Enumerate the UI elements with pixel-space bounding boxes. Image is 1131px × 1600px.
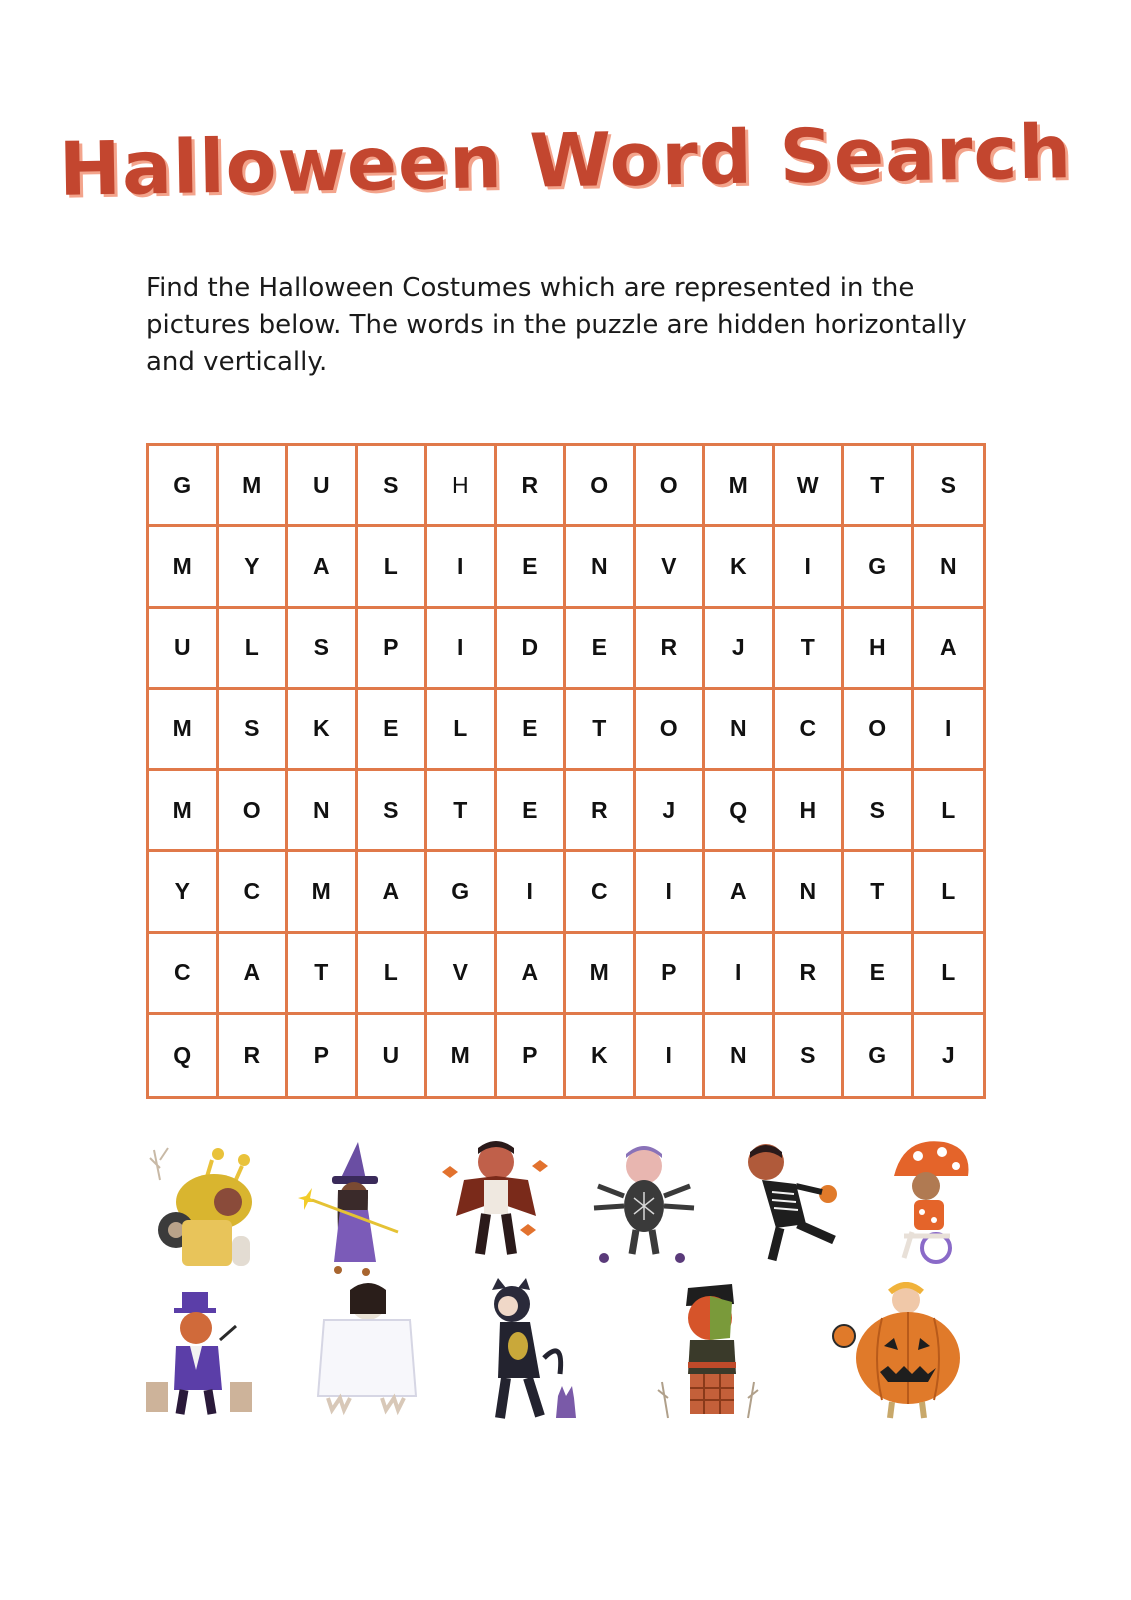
grid-cell: I [914, 690, 984, 771]
grid-cell: W [775, 446, 845, 527]
grid-cell: S [219, 690, 289, 771]
grid-cell: R [566, 771, 636, 852]
grid-cell: R [497, 446, 567, 527]
grid-cell: C [149, 934, 219, 1015]
grid-cell: I [705, 934, 775, 1015]
grid-cell: V [636, 527, 706, 608]
grid-cell: C [775, 690, 845, 771]
grid-cell: M [149, 771, 219, 852]
grid-cell: A [219, 934, 289, 1015]
grid-cell: A [705, 852, 775, 933]
grid-cell: P [636, 934, 706, 1015]
grid-cell: L [358, 934, 428, 1015]
grid-cell: A [914, 609, 984, 690]
grid-cell: E [844, 934, 914, 1015]
grid-cell: L [427, 690, 497, 771]
spider-costume-icon [584, 1136, 704, 1266]
grid-cell: D [497, 609, 567, 690]
grid-cell: T [566, 690, 636, 771]
word-search-grid [146, 443, 986, 1099]
grid-cell: I [775, 527, 845, 608]
grid-cell: G [427, 852, 497, 933]
grid-cell: Y [149, 852, 219, 933]
grid-cell: O [566, 446, 636, 527]
grid-cell: A [497, 934, 567, 1015]
page-title: Halloween Word Search [58, 109, 1073, 213]
grid-cell: A [358, 852, 428, 933]
grid-cell: J [941, 1041, 955, 1068]
grid-cell: M [705, 446, 775, 527]
grid-cell: C [566, 852, 636, 933]
grid-cell: N [288, 771, 358, 852]
grid-cell: S [288, 609, 358, 690]
grid-cell: S [914, 446, 984, 527]
witch-costume-icon [298, 1140, 408, 1280]
grid-cell: K [705, 527, 775, 608]
grid-cell: M [149, 527, 219, 608]
grid-cell: E [497, 771, 567, 852]
grid-cell: I [636, 1015, 706, 1096]
grid-cell: S [358, 771, 428, 852]
mushroom-costume-icon [884, 1136, 974, 1266]
skeleton-costume-icon [736, 1136, 846, 1266]
grid-cell: L [914, 934, 984, 1015]
grid-cell: N [566, 527, 636, 608]
grid-cell: Q [149, 1015, 219, 1096]
grid-cell: L [219, 609, 289, 690]
grid-cell: U [358, 1015, 428, 1096]
grid-cell: M [427, 1015, 497, 1096]
grid-cell: I [427, 609, 497, 690]
grid-cell: K [288, 690, 358, 771]
grid-cell: I [636, 852, 706, 933]
grid-cell: K [566, 1015, 636, 1096]
grid-cell: V [427, 934, 497, 1015]
grid-cell: T [844, 852, 914, 933]
grid-cell: L [914, 852, 984, 933]
grid-cell: H [844, 609, 914, 690]
grid-cell: S [775, 1015, 845, 1096]
ghost-costume-icon [310, 1280, 420, 1420]
grid-cell: N [914, 527, 984, 608]
grid-cell: H [775, 771, 845, 852]
grid-cell: R [775, 934, 845, 1015]
grid-cell: G [149, 446, 219, 527]
grid-cell: T [775, 609, 845, 690]
grid-cell: E [358, 690, 428, 771]
grid-cell: M [566, 934, 636, 1015]
pumpkin-costume-icon [832, 1282, 972, 1422]
grid-cell: R [636, 609, 706, 690]
grid-cell: J [636, 771, 706, 852]
grid-cell: T [844, 446, 914, 527]
grid-cell: E [566, 609, 636, 690]
grid-cell: P [497, 1015, 567, 1096]
grid-cell: A [288, 527, 358, 608]
grid-cell: C [219, 852, 289, 933]
grid-cell: O [636, 690, 706, 771]
grid-cell: O [844, 690, 914, 771]
grid-cell: J [705, 609, 775, 690]
grid-cell: O [636, 446, 706, 527]
vampire-costume-icon [440, 1136, 550, 1266]
grid-cell: L [914, 771, 984, 852]
grid-cell: M [288, 852, 358, 933]
grid-cell: T [288, 934, 358, 1015]
grid-cell: N [705, 690, 775, 771]
grid-cell: T [427, 771, 497, 852]
grid-cell: P [288, 1015, 358, 1096]
grid-cell: E [497, 527, 567, 608]
instructions: Find the Halloween Costumes which are represented in the pictures below. The words in the puzzle are hidden horizontally and vertically. [146, 273, 967, 377]
grid-cell: R [219, 1015, 289, 1096]
grid-cell: H [427, 446, 497, 527]
grid-cell: N [775, 852, 845, 933]
magician-costume-icon [146, 1290, 256, 1420]
snail-costume-icon [146, 1140, 256, 1270]
grid-cell: N [705, 1015, 775, 1096]
grid-cell: E [497, 690, 567, 771]
grid-cell: M [219, 446, 289, 527]
grid-cell: P [358, 609, 428, 690]
grid-cell: I [427, 527, 497, 608]
grid-cell: L [358, 527, 428, 608]
grid-cell: Y [219, 527, 289, 608]
cat-costume-icon [484, 1278, 594, 1423]
grid-cell: G [844, 527, 914, 608]
grid-cell: Q [705, 771, 775, 852]
monster-costume-icon [654, 1278, 764, 1428]
grid-cell: U [149, 609, 219, 690]
grid-cell: O [219, 771, 289, 852]
grid-cell: I [497, 852, 567, 933]
grid-cell: S [844, 771, 914, 852]
grid-cell: U [288, 446, 358, 527]
grid-cell: S [358, 446, 428, 527]
grid-cell: G [844, 1015, 914, 1096]
grid-cell: M [149, 690, 219, 771]
